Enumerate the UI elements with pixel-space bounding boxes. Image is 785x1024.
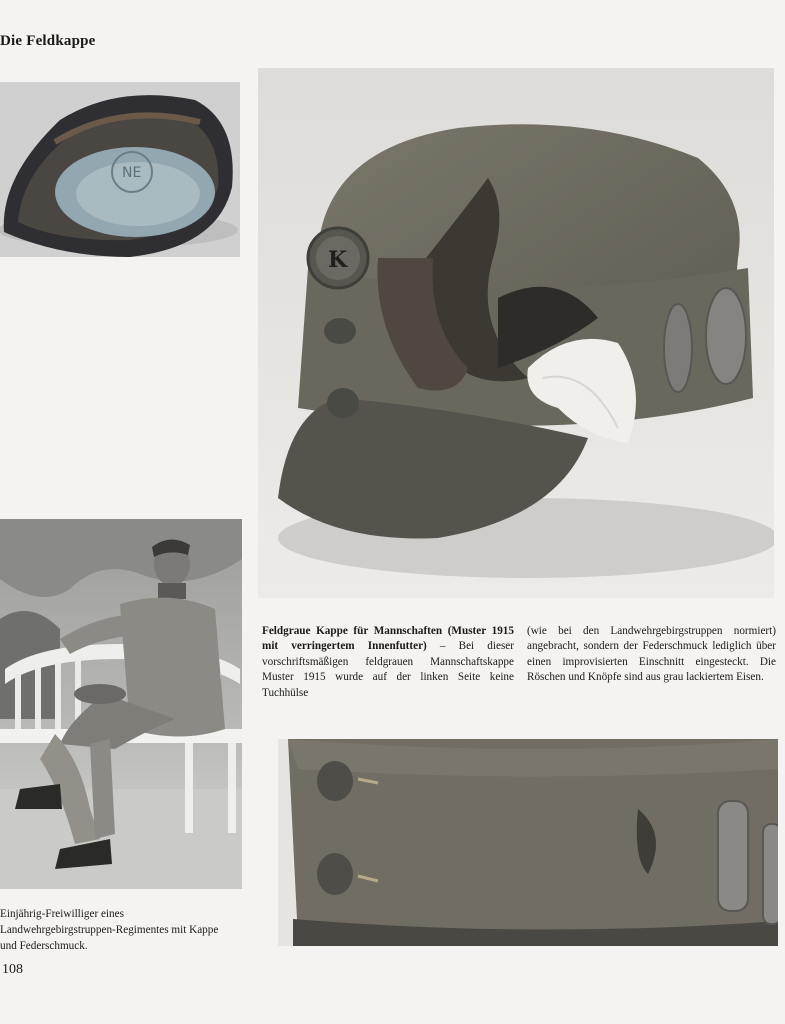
photo-main-cap xyxy=(258,68,774,598)
photo-cap-detail xyxy=(278,739,778,946)
interior-stamp: NE xyxy=(122,165,142,181)
photo-cap-interior xyxy=(0,82,240,257)
photo-soldier xyxy=(0,519,242,889)
caption-soldier: Einjährig-Freiwilliger eines Landwehrgebirgstruppen-Regimentes mit Kappe und Federschmuck. xyxy=(0,908,219,952)
caption-main-body: – Bei dieser vorschriftsmäßigen feldgrauen Mannschaftskappe Muster 1915 wurde auf der linken Seite keine Tuchhülse xyxy=(262,640,514,699)
page-header: Die Feldkappe xyxy=(0,33,96,49)
page-number: 108 xyxy=(2,962,23,977)
caption-main-continued: (wie bei den Landwehrgebirgstruppen normiert) angebracht, sondern der Federschmuck lediglich über einen improvisierten Einschnitt eingesteckt. Die Röschen und Knöpfe sind aus grau lackiertem Eisen. xyxy=(527,625,776,684)
caption-main xyxy=(262,624,514,701)
caption-main-title: Feldgraue Kappe für Mannschaften (Muster 1915 mit verringertem Innenfutter) xyxy=(262,625,514,653)
cap-button-letter: K xyxy=(328,247,348,273)
